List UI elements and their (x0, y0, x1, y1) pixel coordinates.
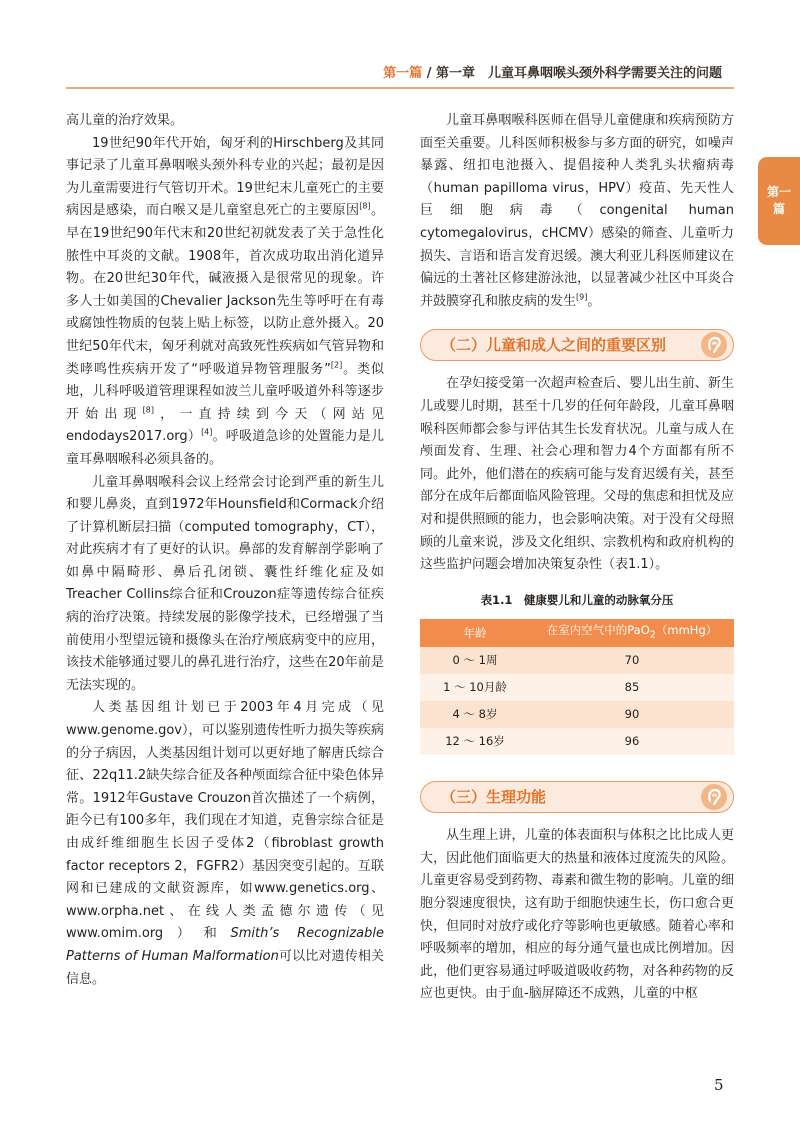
left-p3-text: 儿童耳鼻咽喉科会议上经常会讨论到严重的新生儿和婴儿鼻炎，直到1972年Hounsfield和Cormack介绍了计算机断层扫描（computed tomography，CT），对此疾病才有了更好的认识。鼻部的发育解剖学影响了如鼻中隔畸形、鼻后孔闭锁、囊性纤维化症及如Treacher Collins综合征和Crouzon症等遗传综合征疾病的治疗决策。持续发展的影像学技术，已经增强了当前使用小型望远镜和摄像头在治疗颅底病变中的应用，该技术能够通过婴儿的鼻孔进行治疗，这些在20年前是无法实现的。 (66, 474, 384, 693)
cell-value: 90 (530, 701, 734, 728)
right-p1-text-b: 。 (587, 293, 601, 309)
left-p2-text-e: 。呼吸道急诊的处置能力是儿童耳鼻咽喉科必须具备的。 (66, 429, 384, 467)
left-p2-text-b: 。早在19世纪90年代末和20世纪初就发表了关于急性化脓性中耳炎的文献。1908年，首次成功取出消化道异物。在20世纪30年代，碱液摄入是很常见的现象。许多人士如美国的Chevalier Jackson先生等呼吁在有毒或腐蚀性物质的包装上贴上标签，以防止意外摄入。20世纪50年代末，匈牙利就对高致死性疾病如气管异物和类哮鸣性疾病开发了“呼吸道异物管理服务” (66, 203, 384, 377)
section-title-2: （二）儿童和成人之间的重要区别 (441, 336, 667, 355)
header-pao2-unit: （mmHg） (655, 623, 718, 638)
right-p2-text: 在孕妇接受第一次超声检查后、婴儿出生前、新生儿或婴儿时期，甚至十几岁的任何年龄段，儿童耳鼻咽喉科医师都会参与评估其生长发育状况。儿童与成人在颅面发育、生理、社会心理和智力4个方面都有所不同。此外，他们潜在的疾病可能与发育迟缓有关，甚至部分在成年后都面临风险管理。父母的焦虑和担忧及应对和提供照顾的能力，也会影响决策。对于没有父母照顾的儿童来说，涉及文化组织、宗教机构和政府机构的这些监护问题会增加决策复杂性（表1.1）。 (420, 376, 734, 573)
right-paragraph-1 (420, 110, 734, 313)
left-p2-text-a: 19世纪90年代开始，匈牙利的Hirschberg及其同事记录了儿童耳鼻咽喉头颈外科专业的兴起；最初是因为儿童需要进行气管切开术。19世纪末儿童死亡的主要病因是感染，而白喉又是儿童窒息死亡的主要原因 (66, 135, 384, 219)
right-p3-text: 从生理上讲，儿童的体表面积与体积之比比成人更大，因此他们面临更大的热量和液体过度流失的风险。儿童更容易受到药物、毒素和微生物的影响。儿童的细胞分裂速度很快，这有助于细胞快速生长，伤口愈合更快，但同时对放疗或化疗等影响也更敏感。随着心率和呼吸频率的增加，相应的每分通气量也成比例增加。因此，他们更容易通过呼吸道吸收药物，对各种药物的反应也更快。由于血-脑屏障还不成熟，儿童的中枢 (420, 828, 734, 1002)
cell-age: 4 ～ 8岁 (420, 701, 530, 728)
left-paragraph-1 (66, 110, 384, 133)
left-column (66, 110, 384, 991)
right-column (420, 110, 734, 1006)
left-paragraph-3 (66, 472, 384, 698)
running-header (270, 62, 722, 81)
header-pao2-sub: 2 (649, 629, 656, 641)
citation-ref: [8] (359, 202, 371, 212)
cell-age: 1 ～ 10月龄 (420, 674, 530, 701)
citation-ref: [9] (576, 292, 588, 302)
table-row (420, 728, 734, 755)
header-rule (66, 87, 734, 89)
ear-icon (701, 784, 727, 810)
cell-age: 0 ～ 1周 (420, 647, 530, 674)
right-p1-text-a: 儿童耳鼻咽喉科医师在倡导儿童健康和疾病预防方面至关重要。儿科医师积极参与多方面的研究，如噪声暴露、纽扣电池摄入、提倡接种人类乳头状瘤病毒（human papilloma virus，HPV）疫苗、先天性人巨细胞病毒（congenital human cytomegalovirus，cHCMV）感染的筛查、儿童听力损失、言语和语言发育迟缓。澳大利亚儿科医师建议在偏远的土著社区修建游泳池，以显著减少社区中耳炎合并鼓膜穿孔和脓皮病的发生 (420, 113, 734, 309)
cell-age: 12 ～ 16岁 (420, 728, 530, 755)
cell-value: 70 (530, 647, 734, 674)
left-paragraph-4 (66, 697, 384, 991)
cell-value: 85 (530, 674, 734, 701)
table-caption: 表1.1 健康婴儿和儿童的动脉氧分压 (480, 592, 674, 607)
side-tab-line1: 第一 (766, 185, 791, 199)
page-number: 5 (714, 1076, 724, 1094)
citation-ref: [4] (201, 427, 213, 437)
table-header-row (420, 619, 734, 647)
left-p2-text-c: 。类似地，儿科呼吸道管理课程如波兰儿童呼吸道外科等逐步开始出现 (66, 361, 384, 422)
book-title-italic: Smith’s Recognizable Patterns of Human Malformation (66, 926, 384, 964)
side-tab-line2: 篇 (772, 202, 785, 216)
table-row (420, 647, 734, 674)
left-paragraph-2 (66, 133, 384, 472)
cell-value: 96 (530, 728, 734, 755)
left-p1-text: 高儿童的治疗效果。 (66, 113, 184, 128)
right-paragraph-3 (420, 825, 734, 1006)
side-tab-part-one (758, 157, 800, 245)
left-p4-text-a: 人类基因组计划已于2003年4月完成（见www.genome.gov），可以鉴别遗传性听力损失等疾病的分子病因，人类基因组计划可以更好地了解唐氏综合征、22q11.2缺失综合征及各种颅面综合征中染色体异常。1912年Gustave Crouzon首次描述了一个病例，距今已有100多年，我们现在才知道，克鲁宗综合征是由成纤维细胞生长因子受体2（fibroblast growth factor receptors 2，FGFR2）基因突变引起的。互联网和已建成的文献资源库，如www.genetics.org、www.orpha.net、在线人类孟德尔遗传（见www.omim.org）和 (66, 700, 384, 942)
header-part: 第一篇 (383, 66, 423, 81)
table-row (420, 674, 734, 701)
header-pao2 (530, 619, 734, 647)
right-paragraph-2 (420, 373, 734, 576)
section-heading-2 (420, 329, 734, 361)
header-age: 年龄 (420, 619, 530, 647)
header-chapter: 第一章 儿童耳鼻咽喉头颈外科学需要关注的问题 (435, 66, 722, 81)
pao2-table (420, 619, 734, 755)
left-p2-text-d: ，一直持续到今天（网站见endodays2017.org） (66, 406, 384, 445)
citation-ref: [8] (142, 405, 155, 415)
section-title-3: （三）生理功能 (441, 787, 547, 806)
header-pao2-text: 在室内空气中的PaO (546, 623, 650, 638)
ear-icon (701, 332, 727, 358)
citation-ref: [2] (330, 360, 343, 370)
header-separator: / (422, 66, 436, 81)
left-p4-text-b: 可以比对遗传相关信息。 (66, 948, 384, 987)
table-row (420, 701, 734, 728)
section-heading-3 (420, 781, 734, 813)
